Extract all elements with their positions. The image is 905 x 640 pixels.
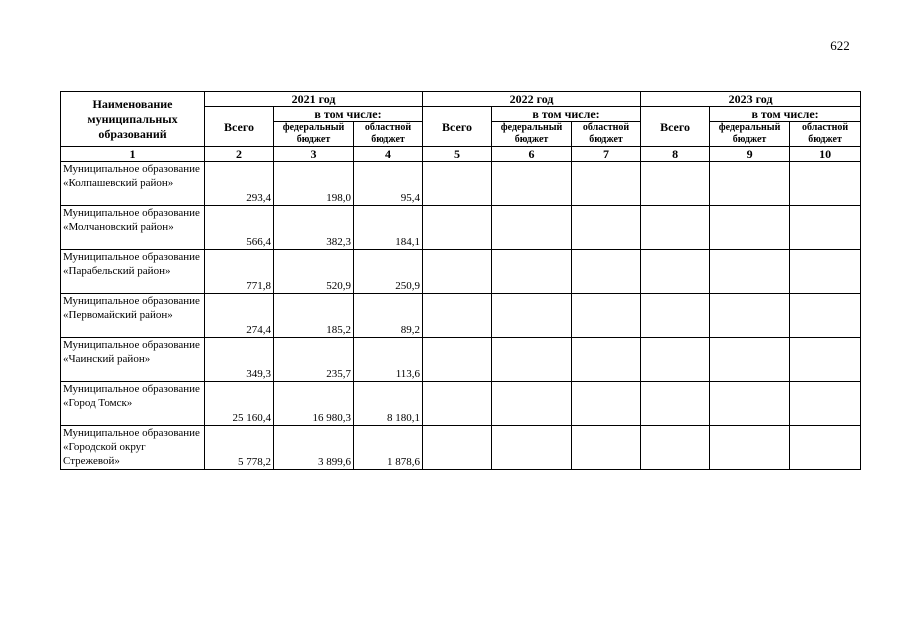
value-cell: [423, 426, 492, 470]
value-cell: 8 180,1: [354, 382, 423, 426]
value-cell: [790, 382, 861, 426]
value-cell: 184,1: [354, 206, 423, 250]
header-year-2022: 2022 год: [423, 92, 641, 107]
value-cell: 16 980,3: [274, 382, 354, 426]
header-year-2023: 2023 год: [641, 92, 861, 107]
page-number: 622: [830, 38, 850, 53]
table-row: [61, 382, 861, 426]
value-cell: 113,6: [354, 338, 423, 382]
table-row: [61, 426, 861, 470]
budget-table: [60, 91, 861, 470]
column-number: 10: [790, 147, 861, 162]
value-cell: 3 899,6: [274, 426, 354, 470]
table-row: [61, 162, 861, 206]
value-cell: [423, 250, 492, 294]
municipality-name: Муниципальное образование «Первомайский район»: [61, 294, 205, 338]
value-cell: [641, 250, 710, 294]
value-cell: [572, 338, 641, 382]
header-federal-2022: федеральный бюджет: [492, 122, 572, 147]
value-cell: [710, 294, 790, 338]
value-cell: 95,4: [354, 162, 423, 206]
value-cell: [492, 206, 572, 250]
value-cell: 771,8: [205, 250, 274, 294]
value-cell: 185,2: [274, 294, 354, 338]
value-cell: [423, 162, 492, 206]
value-cell: 382,3: [274, 206, 354, 250]
municipality-name: Муниципальное образование «Городской округ Стрежевой»: [61, 426, 205, 470]
header-incl-2022: в том числе:: [492, 107, 641, 122]
column-number: 2: [205, 147, 274, 162]
table-row: [61, 338, 861, 382]
value-cell: [492, 382, 572, 426]
column-number: 1: [61, 147, 205, 162]
value-cell: [423, 294, 492, 338]
value-cell: [710, 338, 790, 382]
municipality-name: Муниципальное образование «Колпашевский район»: [61, 162, 205, 206]
value-cell: 235,7: [274, 338, 354, 382]
value-cell: [641, 206, 710, 250]
column-number: 9: [710, 147, 790, 162]
value-cell: [710, 426, 790, 470]
header-total-2021: Всего: [205, 107, 274, 147]
column-number: 5: [423, 147, 492, 162]
column-number: 3: [274, 147, 354, 162]
value-cell: 250,9: [354, 250, 423, 294]
value-cell: 25 160,4: [205, 382, 274, 426]
value-cell: [572, 382, 641, 426]
value-cell: 89,2: [354, 294, 423, 338]
municipality-name: Муниципальное образование «Молчановский район»: [61, 206, 205, 250]
header-regional-2021: областной бюджет: [354, 122, 423, 147]
header-regional-2023: областной бюджет: [790, 122, 861, 147]
value-cell: 566,4: [205, 206, 274, 250]
value-cell: [790, 338, 861, 382]
column-number-row: [61, 147, 861, 162]
value-cell: 349,3: [205, 338, 274, 382]
header-federal-2021: федеральный бюджет: [274, 122, 354, 147]
value-cell: [710, 206, 790, 250]
value-cell: [790, 206, 861, 250]
value-cell: 274,4: [205, 294, 274, 338]
value-cell: [641, 382, 710, 426]
value-cell: [790, 250, 861, 294]
value-cell: [492, 338, 572, 382]
value-cell: [492, 250, 572, 294]
municipality-name: Муниципальное образование «Чаинский район»: [61, 338, 205, 382]
value-cell: [790, 426, 861, 470]
value-cell: [572, 206, 641, 250]
value-cell: [423, 338, 492, 382]
value-cell: [790, 162, 861, 206]
table-body: [61, 162, 861, 470]
value-cell: 293,4: [205, 162, 274, 206]
header-name-column: Наименование муниципальных образований: [61, 92, 205, 147]
value-cell: [492, 162, 572, 206]
value-cell: [710, 382, 790, 426]
value-cell: [572, 294, 641, 338]
value-cell: [572, 250, 641, 294]
value-cell: 198,0: [274, 162, 354, 206]
column-number: 6: [492, 147, 572, 162]
table-row: [61, 250, 861, 294]
value-cell: [641, 426, 710, 470]
value-cell: 1 878,6: [354, 426, 423, 470]
value-cell: 5 778,2: [205, 426, 274, 470]
value-cell: [423, 206, 492, 250]
header-incl-2021: в том числе:: [274, 107, 423, 122]
value-cell: [641, 294, 710, 338]
column-number: 8: [641, 147, 710, 162]
header-total-2023: Всего: [641, 107, 710, 147]
municipality-name: Муниципальное образование «Город Томск»: [61, 382, 205, 426]
value-cell: [492, 426, 572, 470]
value-cell: [423, 382, 492, 426]
value-cell: [492, 294, 572, 338]
value-cell: 520,9: [274, 250, 354, 294]
column-number: 7: [572, 147, 641, 162]
header-incl-2023: в том числе:: [710, 107, 861, 122]
header-federal-2023: федеральный бюджет: [710, 122, 790, 147]
value-cell: [572, 426, 641, 470]
value-cell: [572, 162, 641, 206]
column-number: 4: [354, 147, 423, 162]
municipality-name: Муниципальное образование «Парабельский район»: [61, 250, 205, 294]
header-total-2022: Всего: [423, 107, 492, 147]
table-header: [61, 92, 861, 162]
value-cell: [641, 338, 710, 382]
header-year-2021: 2021 год: [205, 92, 423, 107]
value-cell: [710, 162, 790, 206]
value-cell: [710, 250, 790, 294]
value-cell: [641, 162, 710, 206]
value-cell: [790, 294, 861, 338]
header-regional-2022: областной бюджет: [572, 122, 641, 147]
table-row: [61, 294, 861, 338]
table-row: [61, 206, 861, 250]
